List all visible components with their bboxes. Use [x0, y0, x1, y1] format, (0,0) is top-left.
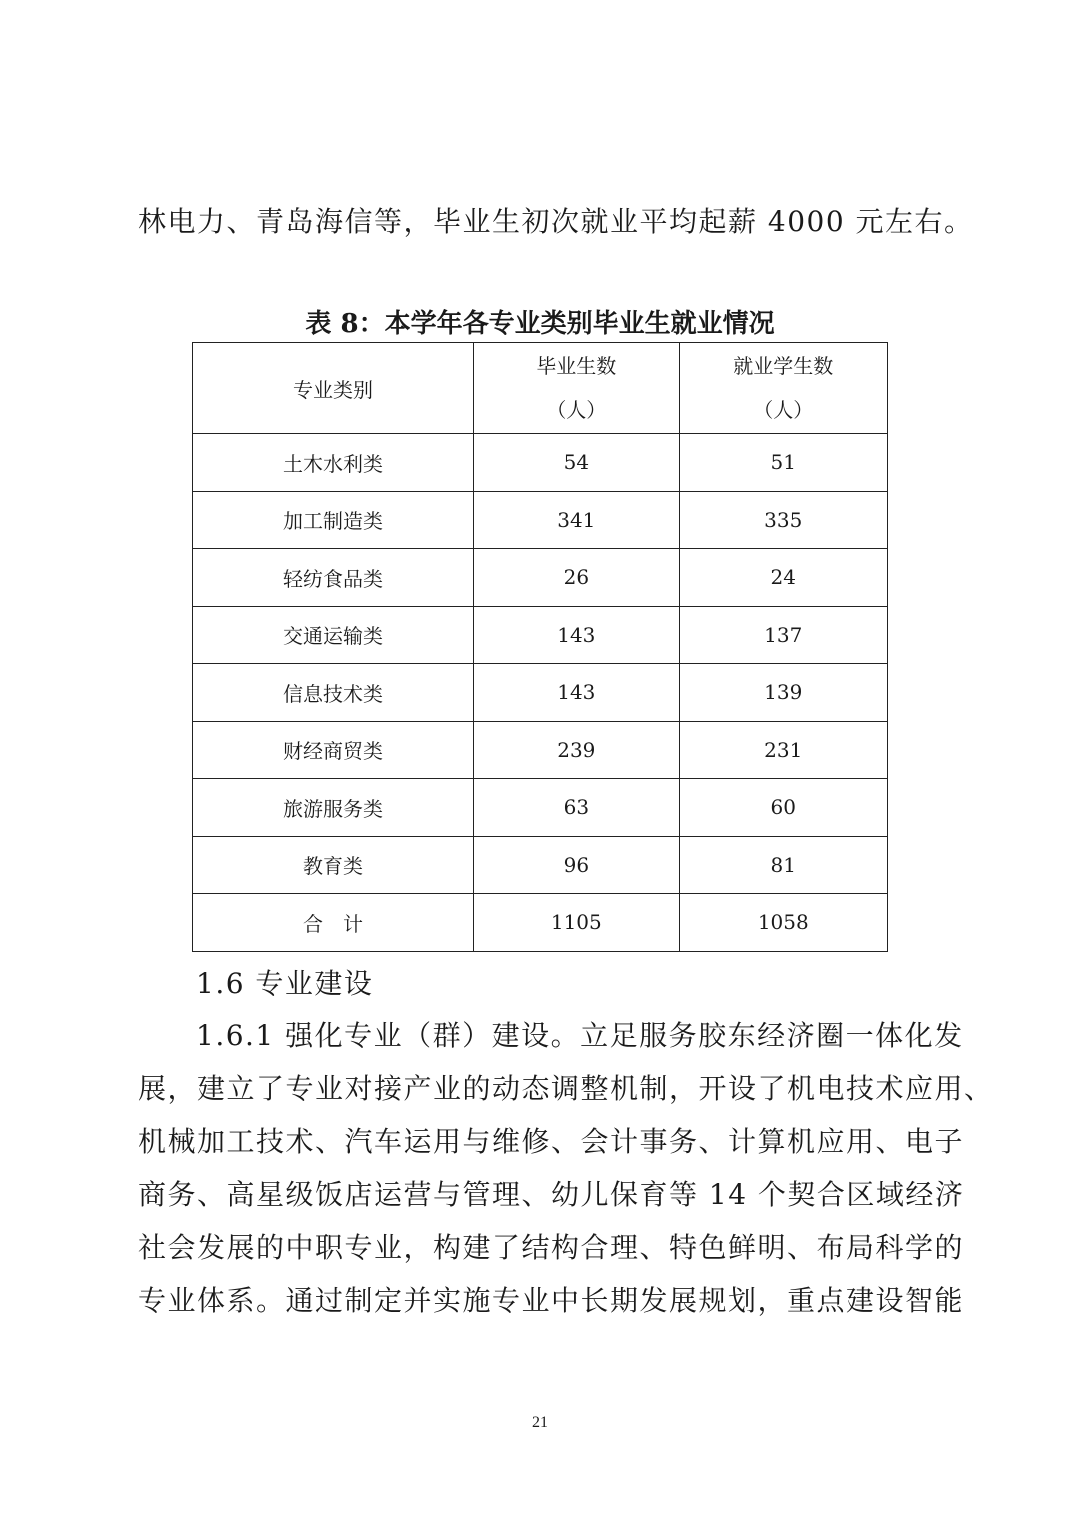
row-graduates: 54	[474, 434, 679, 492]
intro-line: 林电力、青岛海信等，毕业生初次就业平均起薪 4000 元左右。	[138, 205, 974, 238]
row-employed: 231	[679, 721, 887, 779]
header-graduates-unit: （人）	[546, 398, 607, 422]
header-employed-label: 就业学生数	[733, 354, 834, 378]
table-row	[193, 606, 888, 664]
paragraph-line: 1.6.1 强化专业（群）建设。立足服务胶东经济圈一体化发	[196, 1019, 964, 1052]
row-employed: 335	[679, 491, 887, 549]
row-graduates: 63	[474, 779, 679, 837]
table-row	[193, 434, 888, 492]
employment-table	[192, 342, 888, 952]
row-employed: 139	[679, 664, 887, 722]
row-graduates: 239	[474, 721, 679, 779]
header-graduates	[474, 343, 679, 434]
paragraph-line: 专业体系。通过制定并实施专业中长期发展规划，重点建设智能	[138, 1284, 965, 1317]
row-category: 信息技术类	[193, 664, 474, 722]
paragraph-line: 展，建立了专业对接产业的动态调整机制，开设了机电技术应用、	[138, 1072, 994, 1105]
row-graduates: 96	[474, 836, 679, 894]
table-row	[193, 664, 888, 722]
table-row	[193, 721, 888, 779]
total-graduates: 1105	[474, 894, 679, 952]
section-heading: 1.6 专业建设	[196, 967, 374, 1000]
row-category: 轻纺食品类	[193, 549, 474, 607]
row-graduates: 143	[474, 664, 679, 722]
page-number: 21	[532, 1414, 548, 1431]
row-category: 交通运输类	[193, 606, 474, 664]
table-header-row	[193, 343, 888, 434]
row-graduates: 143	[474, 606, 679, 664]
header-employed	[679, 343, 887, 434]
row-category: 旅游服务类	[193, 779, 474, 837]
table-row	[193, 549, 888, 607]
header-graduates-label: 毕业生数	[536, 354, 617, 378]
row-employed: 81	[679, 836, 887, 894]
row-category: 加工制造类	[193, 491, 474, 549]
paragraph-line: 商务、高星级饭店运营与管理、幼儿保育等 14 个契合区域经济	[138, 1178, 965, 1211]
table-row	[193, 836, 888, 894]
row-graduates: 26	[474, 549, 679, 607]
table-caption: 表 8：本学年各专业类别毕业生就业情况	[305, 309, 775, 339]
header-category: 专业类别	[193, 343, 474, 434]
header-employed-unit: （人）	[753, 398, 814, 422]
row-category: 土木水利类	[193, 434, 474, 492]
table-total-row	[193, 894, 888, 952]
total-employed: 1058	[679, 894, 887, 952]
total-label: 合 计	[193, 894, 474, 952]
paragraph-line: 机械加工技术、汽车运用与维修、会计事务、计算机应用、电子	[138, 1125, 965, 1158]
row-graduates: 341	[474, 491, 679, 549]
row-category: 财经商贸类	[193, 721, 474, 779]
row-employed: 60	[679, 779, 887, 837]
table-row	[193, 779, 888, 837]
row-employed: 137	[679, 606, 887, 664]
row-category: 教育类	[193, 836, 474, 894]
paragraph-line: 社会发展的中职专业，构建了结构合理、特色鲜明、布局科学的	[138, 1231, 965, 1264]
table-row	[193, 491, 888, 549]
row-employed: 51	[679, 434, 887, 492]
row-employed: 24	[679, 549, 887, 607]
